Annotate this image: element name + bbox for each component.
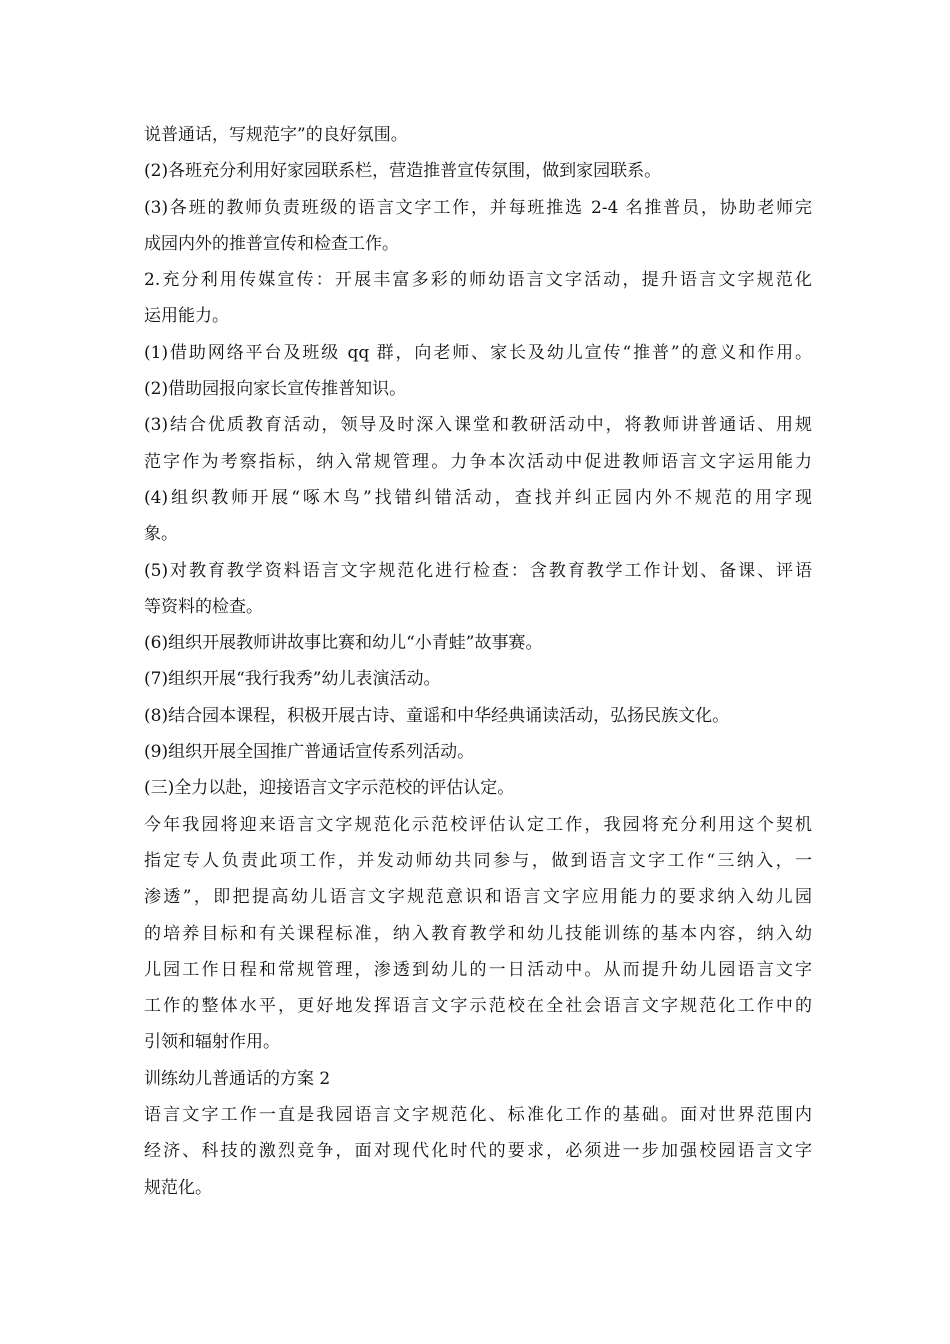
- text-line: 规范化。: [144, 1177, 212, 1198]
- text-line: 运用能力。: [144, 306, 229, 327]
- text-line: (三)全力以赴，迎接语言文字示范校的评估认定。: [144, 778, 515, 799]
- text-line: 指定专人负责此项工作，并发动师幼共同参与，做到语言文字工作“三纳入，一: [144, 850, 812, 871]
- text-line: 象。: [144, 524, 178, 545]
- text-line: 工作的整体水平，更好地发挥语言文字示范校在全社会语言文字规范化工作中的: [144, 996, 812, 1017]
- text-line: (6)组织开展教师讲故事比赛和幼儿“小青蛙”故事赛。: [144, 633, 543, 654]
- text-line: 训练幼儿普通话的方案 2: [144, 1068, 331, 1089]
- text-line: (3)各班的教师负责班级的语言文字工作，并每班推选 2-4 名推普员，协助老师完: [144, 197, 812, 218]
- text-line: (8)结合园本课程，积极开展古诗、童谣和中华经典诵读活动，弘扬民族文化。: [144, 705, 730, 726]
- document-body: [144, 117, 812, 1206]
- text-line: (3)结合优质教育活动，领导及时深入课堂和教研活动中，将教师讲普通话、用规: [144, 415, 812, 436]
- text-line: (1)借助网络平台及班级 qq 群，向老师、家长及幼儿宣传“推普”的意义和作用。: [144, 342, 812, 363]
- text-line: 经济、科技的激烈竞争，面对现代化时代的要求，必须进一步加强校园语言文字: [144, 1141, 812, 1162]
- text-line: 等资料的检查。: [144, 596, 263, 617]
- text-line: 说普通话，写规范字”的良好氛围。: [144, 125, 408, 145]
- text-line: 儿园工作日程和常规管理，渗透到幼儿的一日活动中。从而提升幼儿园语言文字: [144, 959, 812, 980]
- text-line: (2)借助园报向家长宣传推普知识。: [144, 379, 407, 400]
- text-line: (5)对教育教学资料语言文字规范化进行检查：含教育教学工作计划、备课、评语: [144, 560, 812, 581]
- text-line: 范字作为考察指标，纳入常规管理。力争本次活动中促进教师语言文字运用能力: [144, 451, 812, 472]
- text-line: 今年我园将迎来语言文字规范化示范校评估认定工作，我园将充分利用这个契机: [144, 814, 812, 835]
- text-line: (7)组织开展“我行我秀”幼儿表演活动。: [144, 669, 441, 690]
- text-line: 渗透”，即把提高幼儿语言文字规范意识和语言文字应用能力的要求纳入幼儿园: [144, 887, 812, 908]
- text-line: (9)组织开展全国推广普通话宣传系列活动。: [144, 742, 475, 763]
- text-line: 引领和辐射作用。: [144, 1032, 280, 1053]
- text-line: 语言文字工作一直是我园语言文字规范化、标准化工作的基础。面对世界范围内: [144, 1105, 812, 1126]
- text-line: 成园内外的推普宣传和检查工作。: [144, 233, 399, 254]
- text-line: (4)组织教师开展“啄木鸟”找错纠错活动，查找并纠正园内外不规范的用字现: [144, 487, 812, 508]
- text-line: 的培养目标和有关课程标准，纳入教育教学和幼儿技能训练的基本内容，纳入幼: [144, 923, 812, 944]
- text-line: (2)各班充分利用好家园联系栏，营造推普宣传氛围，做到家园联系。: [144, 161, 662, 182]
- text-line: 2.充分利用传媒宣传：开展丰富多彩的师幼语言文字活动，提升语言文字规范化: [144, 270, 812, 291]
